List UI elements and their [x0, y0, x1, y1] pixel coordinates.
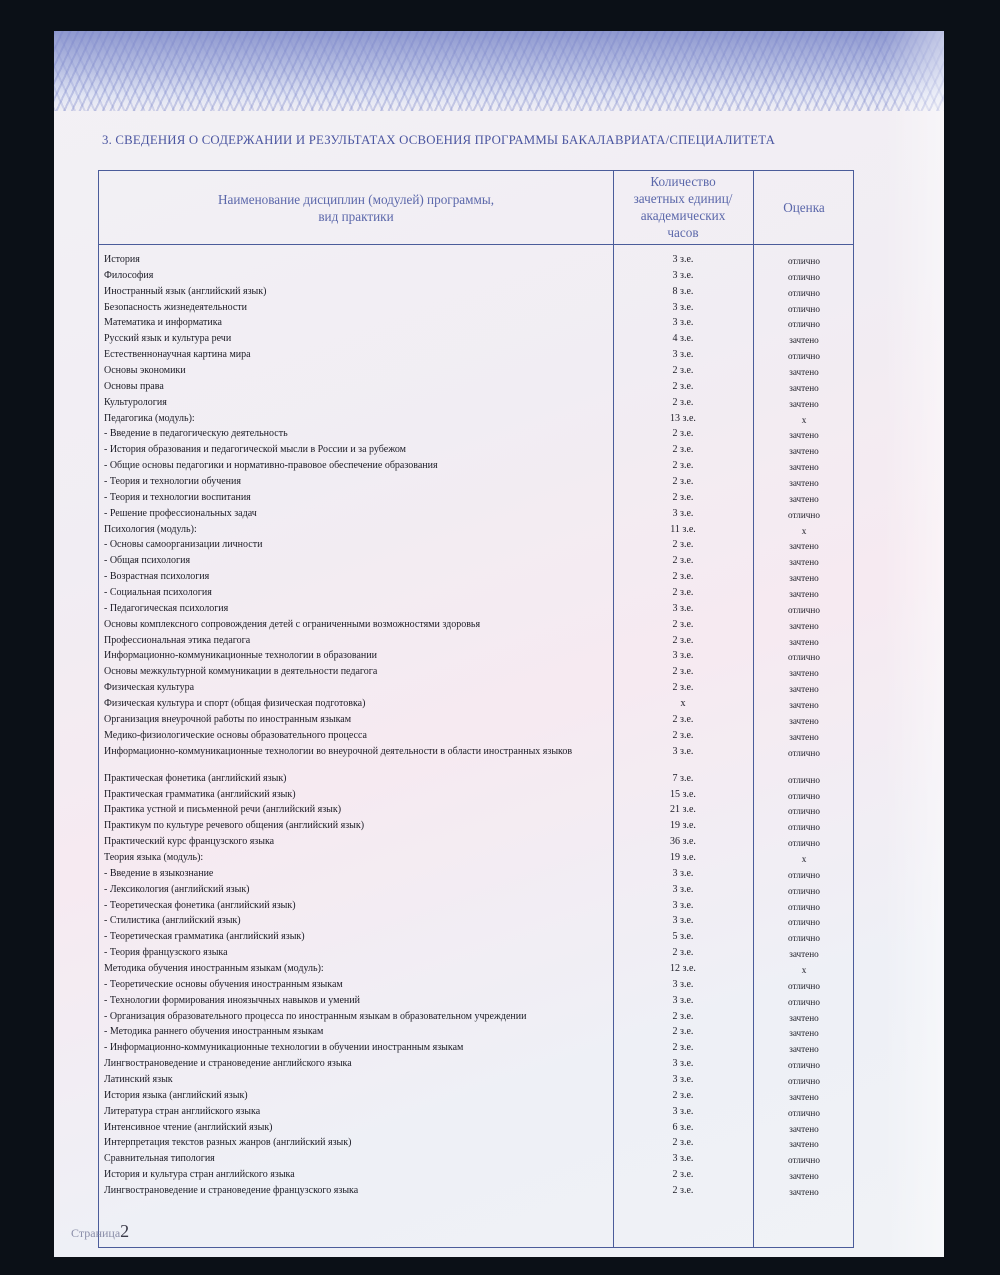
table-row: [99, 380, 855, 396]
grade-value: отлично: [788, 271, 820, 282]
discipline-name: - Теоретическая фонетика (английский язык): [104, 899, 296, 911]
discipline-name: Психология (модуль):: [104, 523, 197, 535]
credit-units: 2 з.е.: [672, 539, 694, 551]
discipline-name: - Теория и технологии воспитания: [104, 491, 251, 503]
security-pattern-band: [54, 31, 944, 111]
results-table: [98, 170, 854, 1248]
table-row: [99, 396, 855, 412]
discipline-name: Методика обучения иностранным языкам (модуль):: [104, 962, 324, 974]
credit-units: 7 з.е.: [672, 772, 694, 784]
discipline-name: Организация внеурочной работы по иностранным языкам: [104, 713, 352, 725]
table-row: [99, 867, 855, 883]
grade-value: отлично: [788, 1075, 820, 1086]
credit-units: 2 з.е.: [672, 476, 694, 488]
discipline-name: Основы права: [104, 380, 164, 392]
credit-units: 2 з.е.: [672, 365, 694, 377]
grade-value: зачтено: [789, 949, 819, 960]
grade-value: x: [801, 414, 807, 425]
credit-units: 3 з.е.: [672, 978, 694, 990]
table-row: [99, 1184, 855, 1200]
table-row: [99, 459, 855, 475]
table-row: [99, 602, 855, 618]
discipline-name: Математика и информатика: [104, 317, 222, 329]
discipline-name: Информационно-коммуникационные технологии во внеурочной деятельности в области иностранных языков: [104, 745, 573, 757]
table-row: [99, 443, 855, 459]
discipline-name: - Основы самоорганизации личности: [104, 539, 263, 551]
credit-units: 3 з.е.: [672, 650, 694, 662]
discipline-name: Физическая культура и спорт (общая физическая подготовка): [104, 698, 366, 710]
grade-value: отлично: [788, 351, 820, 362]
grade-value: отлично: [788, 790, 820, 801]
credit-units: 3 з.е.: [672, 1073, 694, 1085]
table-row: [99, 681, 855, 697]
credit-units: 2 з.е.: [672, 460, 694, 472]
table-row: [99, 1025, 855, 1041]
credit-units: 2 з.е.: [672, 444, 694, 456]
credit-units: 12 з.е.: [670, 962, 696, 974]
discipline-name: - Социальная психология: [104, 587, 212, 599]
credit-units: 2 з.е.: [672, 1010, 694, 1022]
credit-units: 21 з.е.: [670, 804, 696, 816]
discipline-name: - Теория и технологии обучения: [104, 476, 241, 488]
table-row: [99, 538, 855, 554]
grade-value: отлично: [788, 1155, 820, 1166]
grade-value: отлично: [788, 901, 820, 912]
discipline-name: Медико-физиологические основы образовательного процесса: [104, 729, 367, 741]
grade-value: отлично: [788, 933, 820, 944]
grade-value: отлично: [788, 604, 820, 615]
column-header-discipline: Наименование дисциплин (модулей) программы, вид практики: [217, 192, 495, 224]
discipline-name: Практический курс французского языка: [104, 836, 275, 848]
grade-value: зачтено: [789, 731, 819, 742]
credit-units: 8 з.е.: [672, 285, 694, 297]
credit-units: 2 з.е.: [672, 491, 694, 503]
table-row: [99, 1168, 855, 1184]
discipline-name: - Стилистика (английский язык): [104, 915, 241, 927]
discipline-name: Практическая грамматика (английский язык): [104, 788, 296, 800]
grade-value: отлично: [788, 509, 820, 520]
discipline-name: История: [104, 254, 140, 265]
credit-units: 3 з.е.: [672, 745, 694, 757]
table-row: [99, 1136, 855, 1152]
discipline-name: - Педагогическая психология: [104, 602, 229, 614]
credit-units: 15 з.е.: [670, 788, 696, 800]
credit-units: 19 з.е.: [670, 851, 696, 863]
discipline-name: - Теория французского языка: [104, 947, 228, 959]
discipline-name: История и культура стран английского языка: [104, 1169, 295, 1181]
grade-value: отлично: [788, 885, 820, 896]
grade-value: зачтено: [789, 668, 819, 679]
credit-units: 2 з.е.: [672, 1169, 694, 1181]
credit-units: 2 з.е.: [672, 380, 694, 392]
grade-value: зачтено: [789, 1123, 819, 1134]
discipline-name: Педагогика (модуль):: [104, 412, 195, 424]
grade-value: зачтено: [789, 1186, 819, 1197]
table-row: [99, 618, 855, 634]
table-row: [99, 1121, 855, 1137]
grade-value: зачтено: [789, 462, 819, 473]
credit-units: 2 з.е.: [672, 729, 694, 741]
grade-value: зачтено: [789, 430, 819, 441]
credit-units: 19 з.е.: [670, 820, 696, 832]
table-row: [99, 412, 855, 428]
credit-units: 3 з.е.: [672, 867, 694, 879]
credit-units: 3 з.е.: [672, 1058, 694, 1070]
grade-value: зачтено: [789, 335, 819, 346]
credit-units: 5 з.е.: [672, 931, 694, 943]
table-row: [99, 745, 855, 772]
table-row: [99, 697, 855, 713]
grade-value: отлично: [788, 1107, 820, 1118]
grade-value: отлично: [788, 303, 820, 314]
grade-value: зачтено: [789, 1028, 819, 1039]
credit-units: 3 з.е.: [672, 269, 694, 281]
credit-units: 4 з.е.: [672, 333, 694, 345]
credit-units: 2 з.е.: [672, 682, 694, 694]
table-row: [99, 475, 855, 491]
credit-units: 2 з.е.: [672, 1184, 694, 1196]
credit-units: 13 з.е.: [670, 412, 696, 424]
discipline-name: - Теоретические основы обучения иностранным языкам: [104, 978, 343, 990]
column-header-grade: Оценка: [783, 200, 825, 215]
table-row: [99, 554, 855, 570]
credit-units: 2 з.е.: [672, 1089, 694, 1101]
credit-units: 3 з.е.: [672, 1105, 694, 1117]
credit-units: 3 з.е.: [672, 301, 694, 313]
grade-value: зачтено: [789, 493, 819, 504]
discipline-name: Основы межкультурной коммуникации в деятельности педагога: [104, 666, 378, 678]
credit-units: 2 з.е.: [672, 618, 694, 630]
discipline-name: Философия: [104, 269, 154, 281]
table-row: [99, 285, 855, 301]
discipline-name: Профессиональная этика педагога: [104, 634, 251, 646]
table-row: [99, 649, 855, 665]
discipline-name: - Теоретическая грамматика (английский язык): [104, 931, 305, 943]
credit-units: 2 з.е.: [672, 587, 694, 599]
credit-units: 3 з.е.: [672, 254, 694, 265]
table-row: [99, 819, 855, 835]
grade-value: зачтено: [789, 620, 819, 631]
credit-units: 2 з.е.: [672, 428, 694, 440]
document-page: [54, 31, 944, 1257]
discipline-name: - Решение профессиональных задач: [104, 507, 257, 519]
table-row: [99, 1105, 855, 1121]
credit-units: 3 з.е.: [672, 994, 694, 1006]
discipline-name: Иностранный язык (английский язык): [104, 285, 267, 297]
table-row: [99, 930, 855, 946]
discipline-name: Теория языка (модуль):: [104, 851, 204, 863]
table-row: [99, 946, 855, 962]
credit-units: 2 з.е.: [672, 571, 694, 583]
credit-units: 2 з.е.: [672, 666, 694, 678]
table-row: [99, 1089, 855, 1105]
grade-value: зачтено: [789, 382, 819, 393]
discipline-name: Практикум по культуре речевого общения (английский язык): [104, 820, 365, 832]
discipline-name: Основы комплексного сопровождения детей с ограниченными возможностями здоровья: [104, 618, 481, 630]
grade-value: отлично: [788, 869, 820, 880]
discipline-name: - Общая психология: [104, 555, 191, 567]
table-row: [99, 634, 855, 650]
grade-value: зачтено: [789, 367, 819, 378]
credit-units: 2 з.е.: [672, 1042, 694, 1054]
credit-units: 3 з.е.: [672, 883, 694, 895]
page-label: Страница: [71, 1226, 121, 1240]
grade-value: x: [801, 525, 807, 536]
grade-value: отлично: [788, 996, 820, 1007]
table-row: [99, 1152, 855, 1168]
discipline-name: Интенсивное чтение (английский язык): [104, 1121, 273, 1133]
table-row: [99, 665, 855, 681]
table-row: [99, 523, 855, 539]
grade-value: зачтено: [789, 1139, 819, 1150]
grade-value: зачтено: [789, 573, 819, 584]
discipline-name: Латинский язык: [104, 1073, 173, 1085]
grade-value: отлично: [788, 774, 820, 785]
page-number: 2: [120, 1221, 130, 1241]
discipline-name: Практика устной и письменной речи (английский язык): [104, 804, 342, 816]
credit-units: 3 з.е.: [672, 915, 694, 927]
grade-value: зачтено: [789, 715, 819, 726]
table-row: [99, 1010, 855, 1026]
discipline-name: - Введение в педагогическую деятельность: [104, 428, 288, 440]
grade-value: зачтено: [789, 589, 819, 600]
discipline-name: Практическая фонетика (английский язык): [104, 772, 287, 784]
grade-value: зачтено: [789, 398, 819, 409]
credit-units: 3 з.е.: [672, 899, 694, 911]
discipline-name: - Организация образовательного процесса по иностранным языкам в образовательном учреждении: [104, 1010, 527, 1022]
grade-value: x: [801, 964, 807, 975]
credit-units: x: [680, 698, 686, 710]
credit-units: 2 з.е.: [672, 1026, 694, 1038]
grade-value: отлично: [788, 747, 820, 758]
discipline-name: Основы экономики: [104, 365, 186, 377]
grade-value: зачтено: [789, 684, 819, 695]
discipline-name: Сравнительная типология: [104, 1153, 215, 1165]
grade-value: отлично: [788, 287, 820, 298]
credit-units: 11 з.е.: [670, 523, 696, 535]
table-row: [99, 348, 855, 364]
discipline-name: - Методика раннего обучения иностранным языкам: [104, 1026, 324, 1038]
discipline-name: - Технологии формирования иноязычных навыков и умений: [104, 994, 360, 1006]
table-row: [99, 586, 855, 602]
discipline-name: Лингвострановедение и страноведение французского языка: [104, 1184, 359, 1196]
grade-value: зачтено: [789, 1091, 819, 1102]
table-row: [99, 1073, 855, 1089]
grade-value: зачтено: [789, 700, 819, 711]
grade-value: отлично: [788, 838, 820, 849]
table-row: [99, 507, 855, 523]
credit-units: 2 з.е.: [672, 634, 694, 646]
table-row: [99, 978, 855, 994]
credit-units: 3 з.е.: [672, 602, 694, 614]
table-row: [99, 301, 855, 317]
credit-units: 3 з.е.: [672, 349, 694, 361]
credit-units: 6 з.е.: [672, 1121, 694, 1133]
grade-value: зачтено: [789, 478, 819, 489]
discipline-name: Интерпретация текстов разных жанров (английский язык): [104, 1137, 352, 1149]
discipline-name: История языка (английский язык): [104, 1089, 248, 1101]
discipline-name: - История образования и педагогической мысли в России и за рубежом: [104, 444, 406, 456]
credit-units: 36 з.е.: [670, 836, 696, 848]
discipline-name: - Лексикология (английский язык): [104, 883, 250, 895]
grade-value: зачтено: [789, 557, 819, 568]
grade-value: зачтено: [789, 1171, 819, 1182]
table-row: [99, 1041, 855, 1057]
table-row: [99, 332, 855, 348]
table-row: [99, 1057, 855, 1073]
credit-units: 3 з.е.: [672, 1153, 694, 1165]
table-row: [99, 729, 855, 745]
table-row: [99, 835, 855, 851]
table-row: [99, 788, 855, 804]
discipline-name: - Возрастная психология: [104, 571, 210, 583]
table-row: [99, 851, 855, 867]
credit-units: 3 з.е.: [672, 507, 694, 519]
credit-units: 2 з.е.: [672, 947, 694, 959]
discipline-name: Безопасность жизнедеятельности: [104, 301, 248, 313]
discipline-name: - Общие основы педагогики и нормативно-правовое обеспечение образования: [104, 460, 438, 472]
credit-units: 2 з.е.: [672, 1137, 694, 1149]
grade-value: зачтено: [789, 541, 819, 552]
grade-value: отлично: [788, 980, 820, 991]
grade-value: отлично: [788, 256, 820, 266]
section-title: 3. СВЕДЕНИЯ О СОДЕРЖАНИИ И РЕЗУЛЬТАТАХ ОСВОЕНИЯ ПРОГРАММЫ БАКАЛАВРИАТА/СПЕЦИАЛИТЕТА: [102, 133, 776, 147]
discipline-name: Естественнонаучная картина мира: [104, 349, 251, 361]
table-body: [99, 253, 855, 1200]
discipline-name: Лингвострановедение и страноведение английского языка: [104, 1058, 352, 1070]
discipline-name: - Введение в языкознание: [104, 867, 214, 879]
credit-units: 2 з.е.: [672, 555, 694, 567]
table-row: [99, 316, 855, 332]
table-row: [99, 899, 855, 915]
table-row: [99, 883, 855, 899]
credit-units: 3 з.е.: [672, 317, 694, 329]
table-row: [99, 914, 855, 930]
table-row: [99, 491, 855, 507]
credit-units: 2 з.е.: [672, 396, 694, 408]
table-row: [99, 570, 855, 586]
table-row: [99, 253, 855, 269]
table-row: [99, 994, 855, 1010]
discipline-name: Культурология: [104, 396, 167, 408]
table-row: [99, 772, 855, 788]
grade-value: отлично: [788, 319, 820, 330]
page-footer: [71, 1221, 129, 1242]
grade-value: отлично: [788, 822, 820, 833]
table-row: [99, 803, 855, 819]
table-row: [99, 427, 855, 443]
table-row: [99, 269, 855, 285]
table-row: [99, 364, 855, 380]
discipline-name: - Информационно-коммуникационные технологии в обучении иностранным языкам: [104, 1042, 464, 1054]
grade-value: отлично: [788, 1060, 820, 1071]
discipline-name: Литература стран английского языка: [104, 1105, 261, 1117]
grade-value: зачтено: [789, 1012, 819, 1023]
discipline-name: Информационно-коммуникационные технологии в образовании: [104, 650, 377, 662]
table-row: [99, 962, 855, 978]
column-header-credits: Количество зачетных единиц/ академических часов: [633, 174, 733, 240]
grade-value: зачтено: [789, 1044, 819, 1055]
grade-value: зачтено: [789, 446, 819, 457]
credit-units: 2 з.е.: [672, 713, 694, 725]
discipline-name: Русский язык и культура речи: [104, 333, 232, 345]
discipline-name: Физическая культура: [104, 682, 195, 694]
grade-value: отлично: [788, 917, 820, 928]
grade-value: зачтено: [789, 636, 819, 647]
grade-value: x: [801, 853, 807, 864]
table-row: [99, 713, 855, 729]
grade-value: отлично: [788, 806, 820, 817]
grade-value: отлично: [788, 652, 820, 663]
header-divider: [99, 244, 853, 245]
